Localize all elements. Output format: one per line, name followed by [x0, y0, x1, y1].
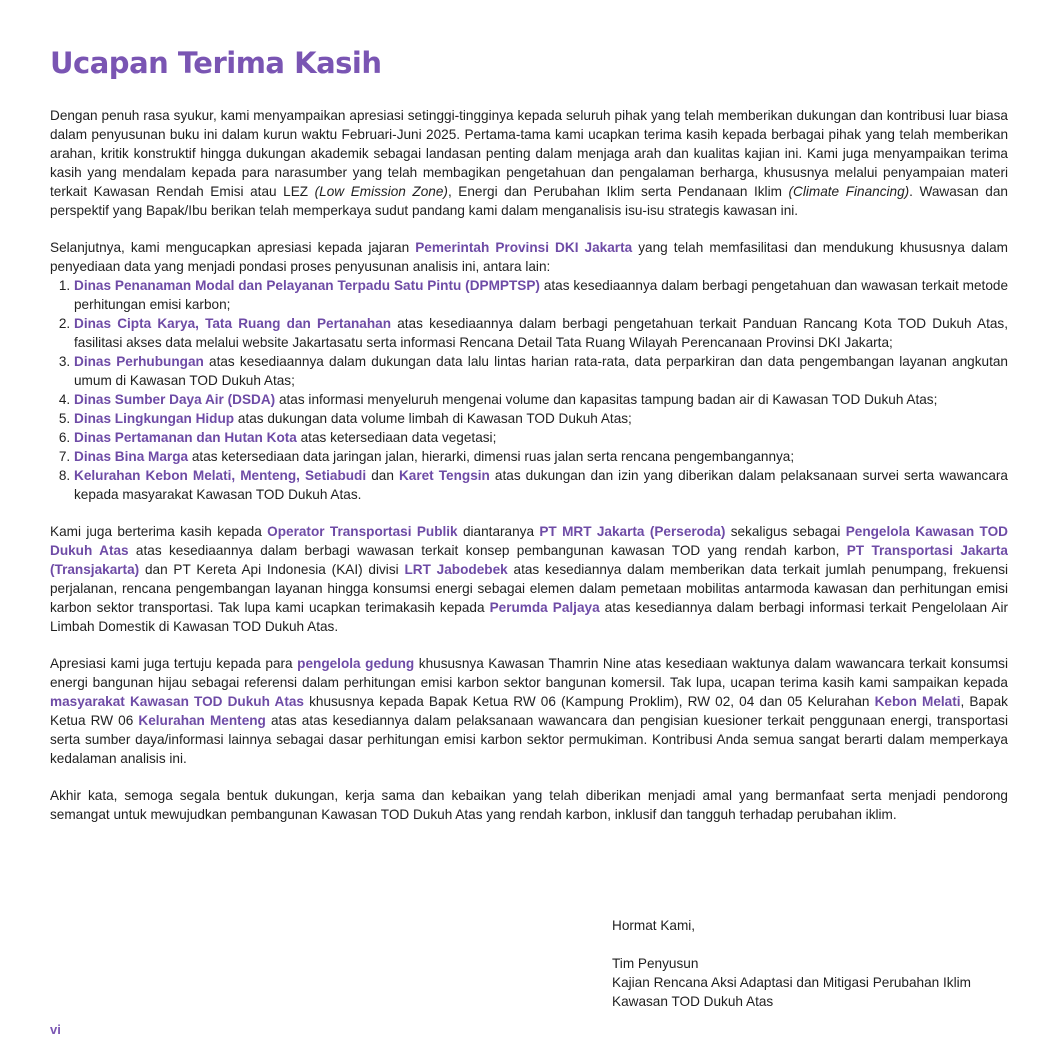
document-page: [50, 46, 1008, 842]
list-item: 5. Dinas Lingkungan Hidup atas dukungan data volume limbah di Kawasan TOD Dukuh Atas;: [74, 409, 1008, 428]
paragraph-intro: Dengan penuh rasa syukur, kami menyampaikan apresiasi setinggi-tingginya kepada seluruh pihak yang telah memberikan dukungan dan kontribusi luar biasa dalam penyusunan buku ini dalam kurun waktu Februari-Juni 2025. Pertama-tama kami ucapkan terima kasih kepada berbagai pihak yang telah memberikan arahan, kritik konstruktif hingga dukungan akademik sebagai landasan penting dalam menjaga arah dan kualitas kajian ini. Kami juga menyampaikan terima kasih yang mendalam kepada para narasumber yang telah membagikan pengetahuan dan pengalaman berharga, khususnya melalui penyampaian materi terkait Kawasan Rendah Emisi atau LEZ (Low Emission Zone), Energi dan Perubahan Iklim serta Pendanaan Iklim (Climate Financing). Wawasan dan perspektif yang Bapak/Ibu berikan telah memperkaya sudut pandang kami dalam menganalisis isu-isu strategis kawasan ini.: [50, 108, 1008, 218]
list-item: 6. Dinas Pertamanan dan Hutan Kota atas ketersediaan data vegetasi;: [74, 428, 1008, 447]
list-item: 4. Dinas Sumber Daya Air (DSDA) atas informasi menyeluruh mengenai volume dan kapasitas tampung badan air di Kawasan TOD Dukuh Atas;: [74, 390, 1008, 409]
paragraph-transport: Kami juga berterima kasih kepada Operator Transportasi Publik diantaranya PT MRT Jakarta (Perseroda) sekaligus sebagai Pengelola Kawasan TOD Dukuh Atas atas kesediaannya dalam berbagi wawasan terkait konsep pembangunan kawasan TOD yang rendah karbon, PT Transportasi Jakarta (Transjakarta) dan PT Kereta Api Indonesia (KAI) divisi LRT Jabodebek atas kesediannya dalam memberikan data terkait jumlah penumpang, frekuensi perjalanan, rencana pengembangan layanan hingga konsumsi energi sebagai elemen dalam pemetaan mobilitas antarmoda kawasan dan perhitungan emisi karbon sektor transportasi. Tak lupa kami ucapkan terimakasih kepada Perumda Paljaya atas kesediannya dalam berbagi informasi terkait Pengelolaan Air Limbah Domestik di Kawasan TOD Dukuh Atas.: [50, 524, 1009, 634]
page-number: vi: [50, 1022, 61, 1037]
paragraph-closing: Akhir kata, semoga segala bentuk dukungan, kerja sama dan kebaikan yang telah diberikan menjadi amal yang bermanfaat serta menjadi pendorong semangat untuk mewujudkan pembangunan Kawasan TOD Dukuh Atas yang rendah karbon, inklusif dan tangguh terhadap perubahan iklim.: [50, 788, 1008, 822]
signature-block: [612, 916, 971, 1011]
list-item: 3. Dinas Perhubungan atas kesediaannya dalam dukungan data lalu lintas harian rata-rata, data perparkiran dan data pengembangan layanan angkutan umum di Kawasan TOD Dukuh Atas;: [74, 352, 1008, 390]
list-item: 2. Dinas Cipta Karya, Tata Ruang dan Pertanahan atas kesediaannya dalam berbagi pengetahuan terkait Panduan Rancang Kota TOD Dukuh Atas, fasilitasi akses data melalui website Jakartasatu serta informasi Rencana Detail Tata Ruang Wilayah Perencanaan Provinsi DKI Jakarta;: [74, 314, 1008, 352]
paragraph-government: Selanjutnya, kami mengucapkan apresiasi kepada jajaran Pemerintah Provinsi DKI Jakarta yang telah memfasilitasi dan mendukung khususnya dalam penyediaan data yang menjadi pondasi proses penyusunan analisis ini, antara lain:: [50, 240, 1008, 274]
page-title: Ucapan Terima Kasih: [50, 46, 382, 80]
signature-greeting: Hormat Kami,: [612, 918, 696, 933]
list-item: 8. Kelurahan Kebon Melati, Menteng, Setiabudi dan Karet Tengsin atas dukungan dan izin yang diberikan dalam pelaksanaan survei serta wawancara kepada masyarakat Kawasan TOD Dukuh Atas.: [74, 466, 1008, 504]
list-item: 1. Dinas Penanaman Modal dan Pelayanan Terpadu Satu Pintu (DPMPTSP) atas kesediaannya dalam berbagi pengetahuan dan wawasan terkait metode perhitungan emisi karbon;: [74, 276, 1008, 314]
signature-line: Kawasan TOD Dukuh Atas: [612, 994, 774, 1009]
signature-team: Tim Penyusun: [612, 956, 699, 971]
agency-list: [50, 276, 1008, 504]
paragraph-community: Apresiasi kami juga tertuju kepada para pengelola gedung khususnya Kawasan Thamrin Nine atas kesediaan waktunya dalam wawancara terkait konsumsi energi bangunan hijau sebagai referensi dalam perhitungan emisi karbon sektor bangunan komersil. Tak lupa, ucapan terima kasih kami sampaikan kepada masyarakat Kawasan TOD Dukuh Atas khususnya kepada Bapak Ketua RW 06 (Kampung Proklim), RW 02, 04 dan 05 Kelurahan Kebon Melati, Bapak Ketua RW 06 Kelurahan Menteng atas atas kesediannya dalam pelaksanaan wawancara dan pengisian kuesioner terkait penggunaan energi, transportasi serta sumber daya/informasi lainnya sebagai dasar perhitungan emisi karbon sektor permukiman. Kontribusi Anda semua sangat berarti dalam memperkaya kedalaman analisis ini.: [50, 656, 1008, 766]
list-item: 7. Dinas Bina Marga atas ketersediaan data jaringan jalan, hierarki, dimensi ruas jalan serta rencana pengembangannya;: [74, 447, 1008, 466]
signature-line: Kajian Rencana Aksi Adaptasi dan Mitigasi Perubahan Iklim: [612, 975, 971, 990]
